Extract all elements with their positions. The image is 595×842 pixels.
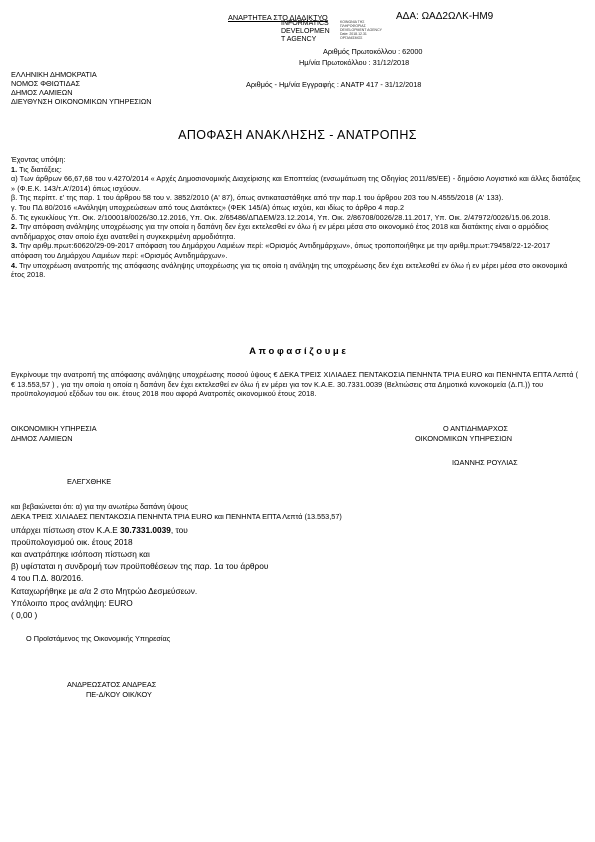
- item-text: Τις διατάξεις:: [17, 164, 62, 174]
- budget-line: προϋπολογισμού οικ. έτους 2018: [11, 537, 133, 547]
- consideration-a: α) Των άρθρων 66,67,68 του ν.4270/2014 « Αρχές Δημοσιονομικής Διαχείρισης και Εποπτείας (ενσωμάτωση της Οδηγίας 2011/85/ΕΕ) - δημόσιο Λογιστικό και άλλες διατάξεις » (Φ.Ε.Κ. 143/τ.Α'/2014) όπως ισχύουν.: [11, 174, 581, 193]
- issuer-block: [11, 70, 231, 106]
- agency-line: T AGENCY: [281, 36, 317, 43]
- considerations-block: [11, 155, 583, 280]
- consideration-b: β. Της περίπτ. ε' της παρ. 1 του άρθρου 58 του ν. 3852/2010 (Α' 87), όπως αντικαταστάθηκε από την παρ.1 του άρθρου 203 του Ν.4555/2018 (Α' 133).: [11, 193, 504, 203]
- issuer-line: ΔΗΜΟΣ ΛΑΜΙΕΩΝ: [11, 88, 73, 97]
- consideration-item-4: [11, 261, 583, 280]
- remaining-value: ( 0,00 ): [11, 610, 38, 620]
- page-title: ΑΠΟΦΑΣΗ ΑΝΑΚΛΗΣΗΣ - ΑΝΑΤΡΟΠΗΣ: [178, 128, 417, 142]
- footer-sign-role: ΠΕ-Δ/ΚΟΥ ΟΙΚ/ΚΟΥ: [86, 690, 152, 699]
- item-text: Την απόφαση ανάληψης υποχρέωσης για την οποία η δαπάνη δεν έχει εκτελεσθεί εν όλω ή εν μέρει μέσα στο οικονομικό έτος 2018 και διατάκτης είναι ο αρμόδιος αντιδήμαρχος σταν οποίο έχει ανατεθεί η συγκεκριμένη αρμοδιότητα.: [11, 222, 549, 241]
- stamp-line: DEVELOPMENT AGENCY: [340, 28, 382, 32]
- stamp-line: ΚΟΙΝΩΝΙΑ ΤΗΣ: [340, 20, 365, 24]
- signature-stamp-details: [340, 20, 398, 40]
- checked-label: ΕΛΕΓΧΘΗΚΕ: [67, 477, 112, 486]
- decision-block: [11, 370, 583, 399]
- footer-sign-name: ΑΝΔΡΕΩΣΑΤΟΣ ΑΝΔΡΕΑΣ: [67, 680, 157, 689]
- item-number: 1.: [11, 164, 18, 174]
- credit-line: [11, 525, 188, 535]
- item-text: Την αριθμ.πρωτ:60620/29-09-2017 απόφαση του Δημάρχου Λαμιέων περί: «Ορισμός Αντιδημάρχων», όπως τροποποιήθηκε με την αριθμ.πρωτ:79458/22-12-2017 απόφαση του Δημάρχου Λαμιέων περί: «Ορισμός Αντιδημάρχων».: [11, 241, 551, 260]
- remaining-label: Υπόλοιπο προς ανάληψη: EURO: [11, 598, 133, 608]
- issuer-line: ΕΛΛΗΝΙΚΗ ΔΗΜΟΚΡΑΤΙΑ: [11, 70, 97, 79]
- consideration-d: δ. Τις εγκυκλίους Υπ. Οικ. 2/100018/0026/30.12.2016, Υπ. Οικ. 2/65486/ΔΠΔΕΜ/23.12.2014, Υπ. Οικ. 2/86708/0026/28.11.2017, Υπ. Οικ. 2/47972/0026/15.06.2018.: [11, 212, 551, 222]
- item-number: 2.: [11, 222, 18, 232]
- protocol-date: Ημ/νία Πρωτοκόλλου : 31/12/2018: [299, 58, 410, 67]
- signature-left-1: ΟΙΚΟΝΟΜΙΚΗ ΥΠΗΡΕΣΙΑ: [11, 424, 97, 433]
- credit-kae: 30.7331.0039: [120, 525, 171, 535]
- issuer-line: ΔΙΕΥΘΥΝΣΗ ΟΙΚΟΝΟΜΙΚΩΝ ΥΠΗΡΕΣΙΩΝ: [11, 97, 152, 106]
- decide-heading: Α π ο φ α σ ί ζ ο υ μ ε: [249, 346, 346, 357]
- consideration-c: γ. Του ΠΔ 80/2016 «Ανάληψη υποχρεώσεων από τους Διατάκτες» (ΦΕΚ 145/Α) όπως ισχύει, και ιδίως το άρθρο 4 παρ.2: [11, 202, 405, 212]
- signature-right-name: ΙΩΑΝΝΗΣ ΡΟΥΛΙΑΣ: [452, 458, 518, 467]
- signature-right-2: ΟΙΚΟΝΟΜΙΚΩΝ ΥΠΗΡΕΣΙΩΝ: [415, 434, 512, 443]
- stamp-line: ΠΛΗΡΟΦΟΡΙΑΣ: [340, 24, 366, 28]
- agency-line: INFORMATICS: [281, 20, 329, 27]
- consideration-item-1: [11, 165, 583, 175]
- item-text: Την υποχρέωση ανατροπής της απόφασης ανάληψης υποχρέωσης για τις οποία η ανάληψη της υποχρέωσης δεν έχει εκτελεσθεί εν όλω ή εν μέρει μέσα στο οικονομικά έτος 2018.: [11, 260, 568, 280]
- credit-post: , του: [170, 525, 188, 535]
- protocol-number: Αριθμός Πρωτοκόλλου : 62000: [323, 47, 423, 56]
- signature-left-2: ΔΗΜΟΣ ΛΑΜΙΕΩΝ: [11, 434, 73, 443]
- pd-line: 4 του Π.Δ. 80/2016.: [11, 573, 84, 583]
- signature-right-1: Ο ΑΝΤΙΔΗΜΑΡΧΟΣ: [443, 424, 508, 433]
- credit-pre: υπάρχει πίστωση στον Κ.Α.Ε: [11, 525, 121, 535]
- stamp-line: Date: 2018.12.31: [340, 32, 367, 36]
- registry-number: Αριθμός - Ημ/νία Εγγραφής : ΑΝΑΤΡ 417 - 31/12/2018: [246, 80, 422, 89]
- certify-text: και βεβαιώνεται ότι: α) για την ανωτέρω δαπάνη ύψους: [11, 502, 188, 511]
- amount-words: ΔΕΚΑ ΤΡΕΙΣ ΧΙΛΙΑΔΕΣ ΠΕΝΤΑΚΟΣΙΑ ΠΕΝΗΝΤΑ ΤΡΙΑ EURO και ΠΕΝΗΝΤΑ ΕΠΤΑ Λεπτά (13.553,57): [11, 512, 342, 521]
- consideration-item-3: [11, 241, 583, 260]
- conditions-line: β) υφίσταται η συνδρομή των προϋποθέσεων της παρ. 1α του άρθρου: [11, 561, 269, 571]
- decision-text: Εγκρίνουμε την ανατροπή της απόφασης ανάληψης υποχρέωσης ποσού ύψους € ΔΕΚΑ ΤΡΕΙΣ ΧΙΛΙΑΔΕΣ ΠΕΝΤΑΚΟΣΙΑ ΠΕΝΗΝΤΑ ΤΡΙΑ EURO και ΠΕΝΗΝΤΑ ΕΠΤΑ Λεπτά ( € 13.553,57 ) , για την οποία η οποία η δαπάνη δεν έχει εκτελεσθεί εν όλω ή εν μέρει για τον Κ.Α.Ε. 30.7331.0039 (Βελτιώσεις στα Δημοτικά κυνοκομεία (Δ.Π.)) του προϋπολογισμού εξόδων του οικ. έτους 2018 που αφορά Ανατροπές οικονομικού έτους 2018.: [11, 370, 579, 399]
- agency-line: DEVELOPMEN: [281, 28, 330, 35]
- ada-code: ΑΔΑ: ΩΑΔ2ΩΛΚ-ΗΜ9: [396, 11, 494, 22]
- item-number: 3.: [11, 241, 18, 251]
- registered-line: Καταχωρήθηκε με α/α 2 στο Μητρώο Δεσμεύσεων.: [11, 586, 198, 596]
- item-number: 4.: [11, 260, 18, 270]
- balance-line: και ανατράπηκε ισόποση πίστωση και: [11, 549, 150, 559]
- issuer-line: ΝΟΜΟΣ ΦΘΙΩΤΙΔΑΣ: [11, 79, 80, 88]
- posted-notice: ΑΝΑΡΤΗΤΕΑ ΣΤΟ ΔΙΑΔΙΚΤΥΟ: [228, 13, 328, 22]
- stamp-line: ΟΡΓΑΝΙΣΜΟΣ: [340, 36, 363, 40]
- head-of-service: Ο Προϊστάμενος της Οικονομικής Υπηρεσίας: [26, 634, 171, 643]
- consideration-item-2: [11, 222, 583, 241]
- considerations-intro: Έχοντας υπόψη:: [11, 155, 66, 164]
